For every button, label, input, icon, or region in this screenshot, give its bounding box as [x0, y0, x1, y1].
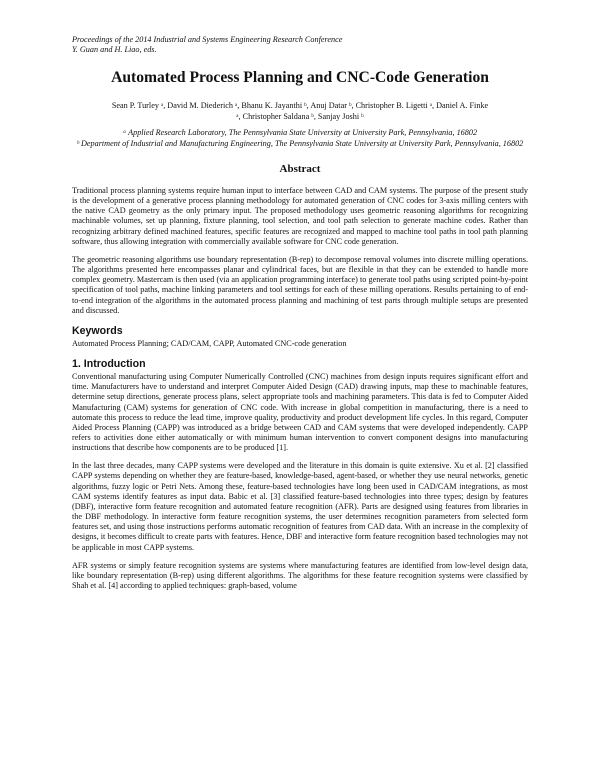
authors-line-2: ᵃ, Christopher Saldana ᵇ, Sanjay Joshi ᵇ — [236, 112, 364, 121]
intro-paragraph-1: Conventional manufacturing using Computer Numerically Controlled (CNC) machines from design inputs requires significant effort and time. Manufacturers have to understand and interpret Computer Aided Design (CAD) drawing inputs, map these to machinable features, determine setup directions, generate process plans, select appropriate tools and machining parameters. This data is fed to Computer Aided Manufacturing (CAM) systems for generation of CNC code. With increase in global competition in manufacturing, there is a need to automate this process to reduce the lead time, improve quality, productivity and product development life cycles. In this regard, Computer Aided Process Planning (CAPP) was introduced as a bridge between CAD and CAM systems that were developed independently. CAPP refers to activities done either automatically or with minimum human intervention to convert component designs into manufacturing instructions that describe how components are to be produced [1]. — [72, 372, 528, 453]
affiliation-a: ᵃ Applied Research Laboratory, The Pennsylvania State University at University Park, Pennsylvania, 16802 — [122, 128, 478, 137]
conference-name: Proceedings of the 2014 Industrial and Systems Engineering Research Conference — [72, 35, 343, 44]
conference-header — [72, 35, 528, 55]
author-list — [72, 100, 528, 122]
affiliation-b: ᵇ Department of Industrial and Manufacturing Engineering, The Pennsylvania State University at University Park, Pennsylvania, 16802 — [76, 139, 524, 148]
authors-line-1: Sean P. Turley ᵃ, David M. Diederich ᵃ, Bhanu K. Jayanthi ᵇ, Anuj Datar ᵇ, Christopher B. Ligetti ᵃ, Daniel A. Finke — [111, 101, 489, 110]
intro-paragraph-2: In the last three decades, many CAPP systems were developed and the literature in this domain is quite extensive. Xu et al. [2] classified CAPP systems depending on whether they are feature-based, knowledge-based, agent-based, or whether they use neural networks, genetic algorithms, fuzzy logic or Petri Nets. Among these, feature-based technologies have long been used in CAD/CAM integrations, as most CAM systems identify features as input data. Babic et al. [3] classified feature-based technologies into three types; design by features (DBF), interactive form feature recognition and automated feature recognition (AFR). Parts are designed using features from libraries in the DBF methodology. In interactive form feature recognition systems, the user determines recognition parameters from selected form features set, and using those instructions performs automatic recognition of features from CAD data. With an increase in the complexity of designs, it becomes difficult to create parts with features. Hence, DBF and interactive form feature recognition based technologies may not be applicable in most CAPP systems. — [72, 461, 528, 552]
affiliations — [72, 127, 528, 149]
abstract-paragraph-1: Traditional process planning systems require human input to interface between CAD and CAM systems. The purpose of the present study is the development of a generative process planning methodology for automated generation of CNC codes for 3-axis milling centers with the native CAD geometry as the only primary input. The proposed methodology uses geometric reasoning algorithms for recognizing machinable volumes, set up planning, fixture planning, tool selection, and tool path selection to generate machine codes. Rather than recognizing arbitrary defined machined features, specific features are recognized and mapped to machine tool paths in tool path planning software, thus allowing integration with commercially available software for CNC code generation. — [72, 186, 528, 246]
abstract-heading: Abstract — [279, 163, 321, 175]
paper-title: Automated Process Planning and CNC-Code Generation — [111, 69, 489, 86]
intro-paragraph-3: AFR systems or simply feature recognition systems are systems where manufacturing features are identified from low-level design data, like boundary representation (B-rep) using different algorithms. The algorithms for these feature recognition systems were classified by Shah et al. [4] according to applied techniques: graph-based, volume — [72, 560, 528, 590]
keywords-text: Automated Process Planning; CAD/CAM, CAPP, Automated CNC-code generation — [72, 338, 347, 348]
abstract-paragraph-2: The geometric reasoning algorithms use boundary representation (B-rep) to decompose removal volumes into discrete milling operations. The algorithms presented here encompasses planar and cylindrical faces, but are flexible in that they can be extended to handle more complex geometry. Mastercam is then used (via an application programming interface) to generate tool paths using scripted point-by-point specification of tool paths, machine linking parameters and tool settings for each of these milling operations. Results pertaining to of end-to-end integration of the algorithms in the automated process planning and machining of test parts through multiple setups are presented and discussed. — [72, 254, 528, 315]
keywords-heading: Keywords — [72, 324, 123, 337]
editors: Y. Guan and H. Liao, eds. — [72, 45, 157, 54]
introduction-heading: 1. Introduction — [72, 358, 146, 371]
